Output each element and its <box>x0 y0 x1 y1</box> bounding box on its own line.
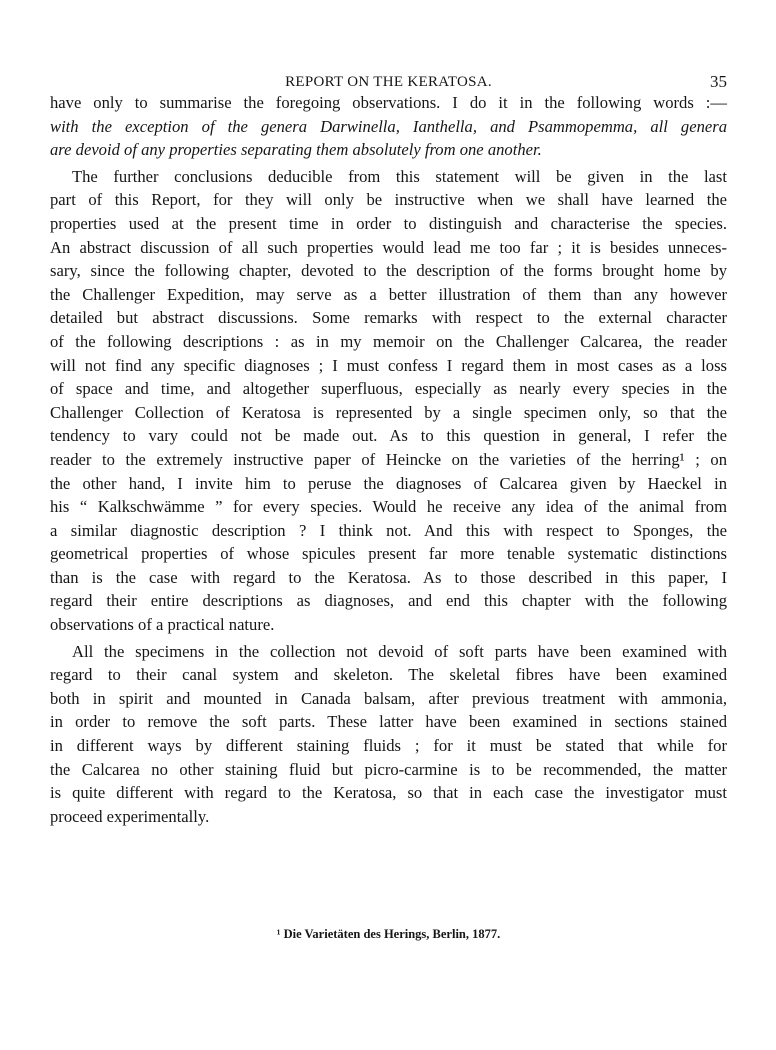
text-line: will not find any specific diagnoses ; I must confess I regard them in most cases as a loss <box>50 355 727 375</box>
paragraphs <box>50 91 727 828</box>
text-line: tendency to vary could not be made out. As to this question in general, I refer the <box>50 426 727 446</box>
text-line: is quite different with regard to the Keratosa, so that in each case the investigator must <box>50 783 727 803</box>
text-line: part of this Report, for they will only be instructive when we shall have learned the <box>50 190 727 210</box>
text-line: his “ Kalkschwämme ” for every species. Would he receive any idea of the animal from <box>50 497 727 517</box>
body-text <box>50 91 727 941</box>
paragraph <box>50 91 727 162</box>
text-line: of the following descriptions : as in my memoir on the Challenger Calcarea, the reader <box>50 331 727 351</box>
text-line: All the specimens in the collection not devoid of soft parts have been examined with <box>72 641 727 661</box>
text-line: regard to their canal system and skeleton. The skeletal fibres have been examined <box>50 665 727 685</box>
paragraph <box>50 165 727 637</box>
text-line: The further conclusions deducible from this statement will be given in the last <box>72 166 727 186</box>
text-line: of space and time, and altogether superfluous, especially as nearly every species in the <box>50 379 727 399</box>
text-line: properties used at the present time in order to distinguish and characterise the species. <box>50 213 727 233</box>
text-line: both in spirit and mounted in Canada balsam, after previous treatment with ammonia, <box>50 688 727 708</box>
text-line: with the exception of the genera Darwinella, Ianthella, and Psammopemma, all genera <box>50 116 727 136</box>
text-line: reader to the extremely instructive paper of Heincke on the varieties of the herring¹ ; on <box>50 449 727 469</box>
text-line: the Challenger Expedition, may serve as a better illustration of them than any however <box>50 284 727 304</box>
paragraph <box>50 640 727 829</box>
text-line: the Calcarea no other staining fluid but picro-carmine is to be recommended, the matter <box>50 759 727 779</box>
footnote: ¹ Die Varietäten des Herings, Berlin, 1877. <box>276 927 501 941</box>
text-line: a similar diagnostic description ? I think not. And this with respect to Sponges, the <box>50 520 727 540</box>
text-line: in order to remove the soft parts. These latter have been examined in sections stained <box>50 712 727 732</box>
text-line: geometrical properties of whose spicules present far more tenable systematic distinctions <box>50 544 727 564</box>
text-line: have only to summarise the foregoing observations. I do it in the following words :— <box>50 93 727 112</box>
text-line: than is the case with regard to the Keratosa. As to those described in this paper, I <box>50 567 727 587</box>
text-line: regard their entire descriptions as diagnoses, and end this chapter with the following <box>50 591 727 611</box>
text-line: proceed experimentally. <box>50 806 210 826</box>
text-line: observations of a practical nature. <box>50 615 275 635</box>
text-line: detailed but abstract discussions. Some remarks with respect to the external character <box>50 308 727 328</box>
text-line: in different ways by different staining fluids ; for it must be stated that while for <box>50 736 727 756</box>
text-line: An abstract discussion of all such properties would lead me too far ; it is besides unneces- <box>50 237 727 257</box>
text-line: sary, since the following chapter, devoted to the description of the forms brought home by <box>50 261 727 281</box>
page-number: 35 <box>710 72 727 91</box>
text-line: the other hand, I invite him to peruse the diagnoses of Calcarea given by Haeckel in <box>50 473 727 493</box>
text-line: Challenger Collection of Keratosa is represented by a single specimen only, so that the <box>50 402 727 422</box>
running-title: REPORT ON THE KERATOSA. <box>285 74 492 90</box>
text-line: are devoid of any properties separating them absolutely from one another. <box>50 140 542 160</box>
